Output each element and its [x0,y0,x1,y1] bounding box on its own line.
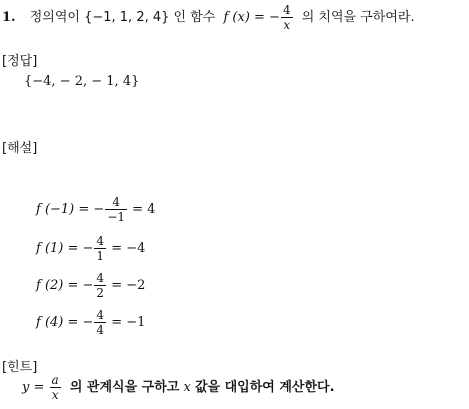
hint-fraction-numerator: a [51,373,59,387]
problem-fraction-numerator: 4 [282,3,291,17]
explanation-fraction-denominator: 4 [96,323,105,337]
explanation-line [36,235,145,262]
problem-text-after: 의 치역을 구하여라. [301,10,415,25]
explanation-line-rhs: = −2 [111,278,146,293]
explanation-fraction [105,196,127,223]
hint-lhs: y = [22,380,45,395]
hint-fraction [50,374,61,401]
hint-variable: x [183,380,191,395]
explanation-line [36,272,145,299]
problem-function-lhs: f (x) = − [223,10,280,25]
explanation-line-lhs: f (1) = − [36,241,94,256]
problem-fraction [281,4,293,31]
explanation-fraction-denominator: 2 [96,286,105,300]
explanation-fraction-numerator: 4 [112,195,120,209]
explanation-line-rhs: = −4 [111,241,146,256]
explanation-line [36,309,145,336]
hint-text-part2: 값을 대입하여 계산한다. [194,380,335,395]
explanation-fraction [94,235,106,262]
problem-statement [2,4,415,31]
explanation-line-lhs: f (−1) = − [36,202,105,217]
problem-fraction-denominator: x [283,18,291,32]
explanation-fraction [94,309,106,336]
answer-value: {−4, − 2, − 1, 4} [24,74,140,89]
explanation-line-rhs: = −1 [111,315,146,330]
explanation-fraction-denominator: −1 [107,210,126,224]
hint-text-part1: 의 관계식을 구하고 [69,380,180,395]
explanation-fraction-denominator: 1 [96,249,105,263]
answer-label: [정답] [2,54,38,69]
explanation-fraction [94,272,106,299]
hint-label: [힌트] [2,360,38,375]
explanation-line-rhs: = 4 [132,202,156,217]
problem-text-before: 정의역이 {−1, 1, 2, 4} 인 함수 [29,10,216,25]
hint-text [22,374,335,401]
explanation-label: [해설] [2,141,38,156]
explanation-line [36,196,155,223]
explanation-line-lhs: f (2) = − [36,278,94,293]
explanation-fraction-numerator: 4 [96,308,105,322]
explanation-fraction-numerator: 4 [96,234,105,248]
problem-number: 1. [2,10,16,25]
explanation-fraction-numerator: 4 [96,271,105,285]
explanation-line-lhs: f (4) = − [36,315,94,330]
hint-fraction-denominator: x [51,388,59,402]
